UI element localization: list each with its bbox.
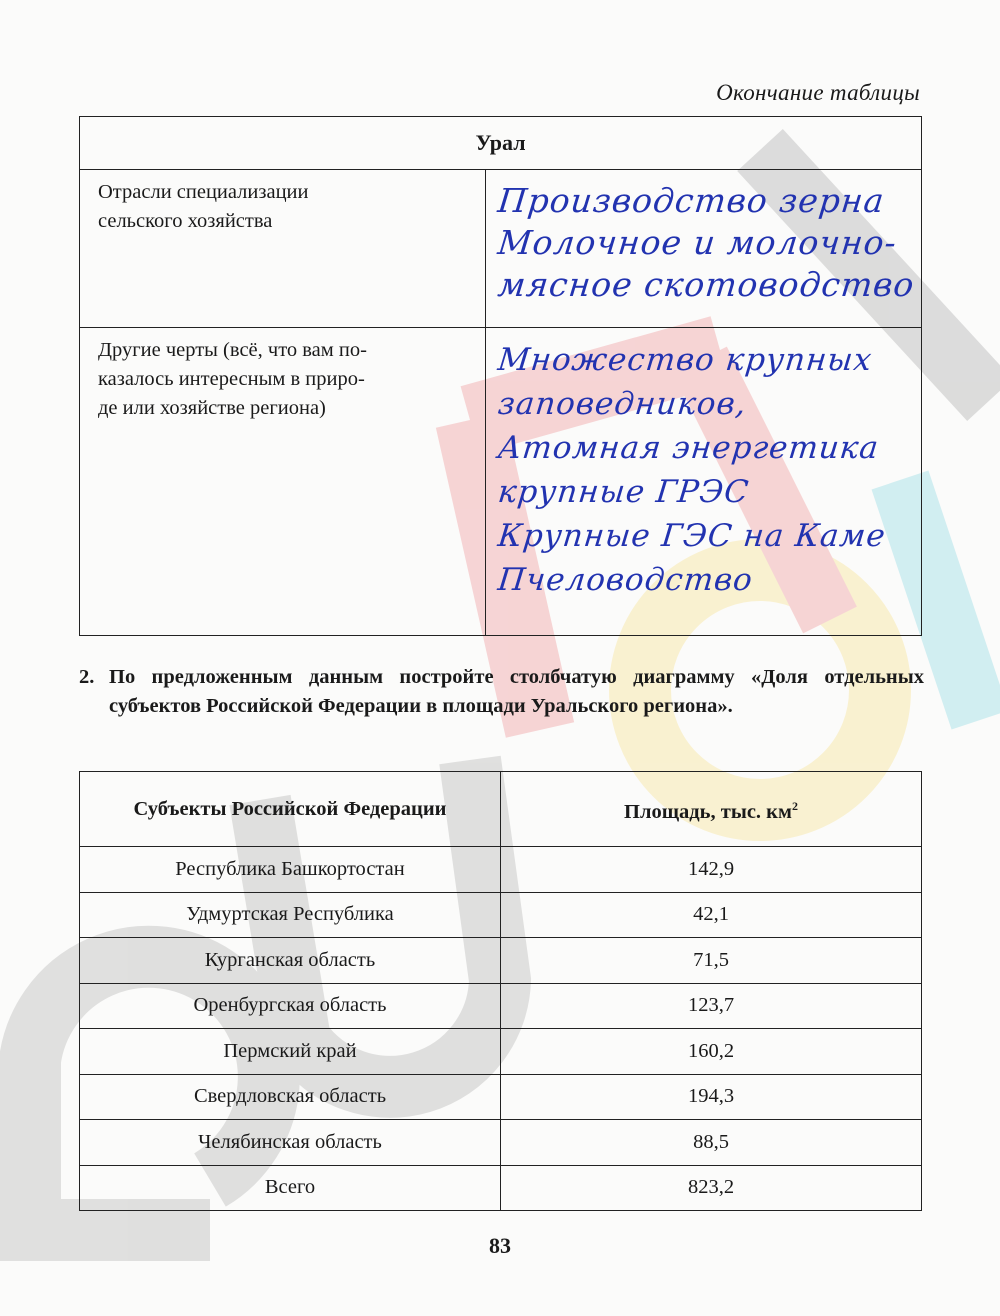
table-header-row — [80, 772, 922, 847]
answer-line: заповедников, — [496, 386, 749, 422]
subject-name: Удмуртская Республика — [80, 892, 501, 938]
table-row — [80, 983, 922, 1029]
subject-name: Пермский край — [80, 1029, 501, 1075]
answer-line: Производство зерна — [496, 181, 887, 220]
ural-table-title: Урал — [80, 117, 921, 170]
subject-name: Курганская область — [80, 938, 501, 984]
subject-area: 71,5 — [501, 938, 922, 984]
handwritten-answer — [498, 338, 918, 602]
table-row — [80, 328, 921, 635]
row-label: Другие черты (всё, что вам по- казалось интересным в приро- де или хозяйстве региона) — [98, 339, 367, 419]
subject-area: 88,5 — [501, 1120, 922, 1166]
answer-line: Молочное и молочно- — [496, 223, 899, 262]
table-row — [80, 892, 922, 938]
answer-line: Множество крупных — [496, 342, 875, 378]
subject-area: 160,2 — [501, 1029, 922, 1075]
table-row — [80, 1074, 922, 1120]
table-row-total — [80, 1165, 922, 1211]
total-label: Всего — [80, 1165, 501, 1211]
subject-name: Свердловская область — [80, 1074, 501, 1120]
answer-line: мясное скотоводство — [496, 265, 917, 304]
answer-line: Пчеловодство — [496, 562, 755, 598]
subject-area: 42,1 — [501, 892, 922, 938]
table-row — [80, 1029, 922, 1075]
area-header-superscript: 2 — [791, 798, 798, 813]
total-area: 823,2 — [501, 1165, 922, 1211]
area-column-header — [501, 772, 922, 847]
table-row — [80, 847, 922, 893]
answer-line: Атомная энергетика — [496, 430, 881, 466]
area-header-text: Площадь, тыс. км — [624, 800, 792, 823]
task-number: 2. — [79, 666, 95, 688]
page-number: 83 — [489, 1233, 511, 1258]
subject-name: Оренбургская область — [80, 983, 501, 1029]
table-row — [80, 1120, 922, 1166]
subject-area: 194,3 — [501, 1074, 922, 1120]
ural-table — [79, 116, 922, 636]
table-row — [80, 938, 922, 984]
subject-area: 142,9 — [501, 847, 922, 893]
table-continuation-label: Окончание таблицы — [716, 80, 920, 105]
answer-line: Крупные ГЭС на Каме — [496, 518, 888, 554]
answer-line: крупные ГРЭС — [496, 474, 751, 510]
subject-name: Челябинская область — [80, 1120, 501, 1166]
row-label: Отрасли специализации сельского хозяйства — [98, 181, 309, 232]
subject-name: Республика Башкортостан — [80, 847, 501, 893]
area-table — [79, 771, 922, 1211]
task-text: По предложенным данным постройте столбчатую диаграмму «Доля отдельных субъектов Российской Федерации в площади Уральского региона». — [109, 666, 924, 717]
subjects-column-header: Субъекты Российской Федерации — [80, 772, 501, 847]
handwritten-answer — [498, 180, 918, 306]
table-row — [80, 170, 921, 328]
subject-area: 123,7 — [501, 983, 922, 1029]
